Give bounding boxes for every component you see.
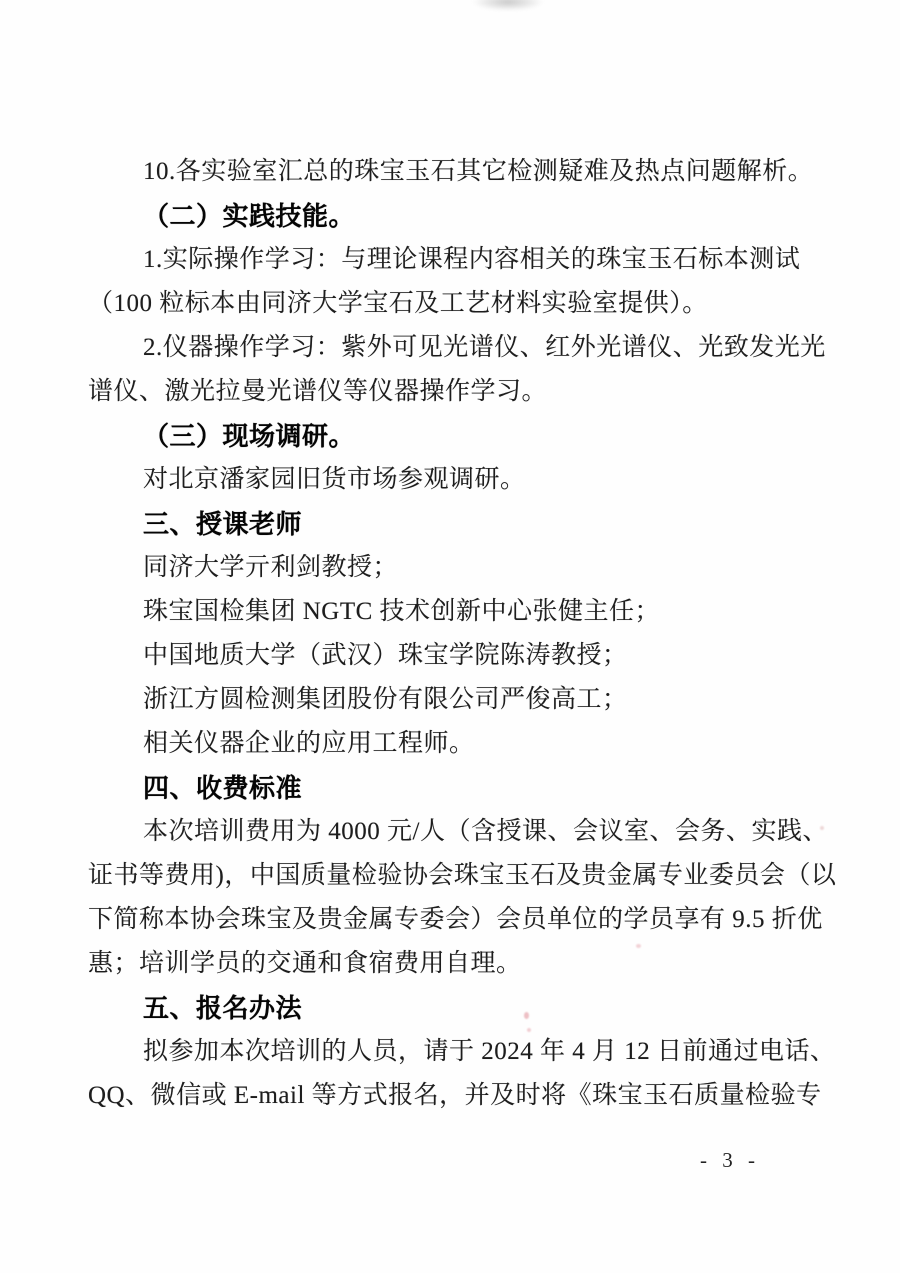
line-practical-operation-2: （100 粒标本由同济大学宝石及工艺材料实验室提供）。	[88, 290, 708, 317]
page-number: - 3 -	[700, 1148, 760, 1172]
line-instructor-ngtc: 珠宝国检集团 NGTC 技术创新中心张健主任；	[143, 598, 661, 625]
line-instrument-operation-1: 2.仪器操作学习：紫外可见光谱仪、红外光谱仪、光致发光光	[143, 334, 826, 361]
line-fees-3: 下简称本协会珠宝及贵金属专委会）会员单位的学员享有 9.5 折优	[88, 906, 823, 933]
line-instrument-operation-2: 谱仪、激光拉曼光谱仪等仪器操作学习。	[88, 378, 548, 405]
line-instructor-tongji: 同济大学亓利剑教授；	[143, 554, 399, 581]
line-field-research-detail: 对北京潘家园旧货市场参观调研。	[143, 466, 526, 493]
line-registration-1: 拟参加本次培训的人员，请于 2024 年 4 月 12 日前通过电话、	[143, 1038, 836, 1065]
line-instructor-fangyuan: 浙江方圆检测集团股份有限公司严俊高工；	[143, 686, 628, 713]
heading-fees: 四、收费标准	[143, 773, 303, 803]
heading-registration: 五、报名办法	[143, 993, 303, 1023]
heading-practical-skills: （二）实践技能。	[143, 201, 356, 231]
heading-instructors: 三、授课老师	[143, 509, 303, 539]
line-fees-1: 本次培训费用为 4000 元/人（含授课、会议室、会务、实践、	[143, 818, 828, 845]
line-registration-2: QQ、微信或 E-mail 等方式报名，并及时将《珠宝玉石质量检验专	[88, 1082, 822, 1109]
line-fees-4: 惠；培训学员的交通和食宿费用自理。	[88, 950, 522, 977]
document-body	[88, 150, 837, 1118]
scan-smudge	[472, 0, 544, 11]
line-instructor-engineers: 相关仪器企业的应用工程师。	[143, 730, 475, 757]
line-instructor-cug: 中国地质大学（武汉）珠宝学院陈涛教授；	[143, 642, 628, 669]
line-lab-summary: 10.各实验室汇总的珠宝玉石其它检测疑难及热点问题解析。	[143, 158, 814, 185]
heading-field-research: （三）现场调研。	[143, 421, 356, 451]
line-practical-operation-1: 1.实际操作学习：与理论课程内容相关的珠宝玉石标本测试	[143, 246, 801, 273]
line-fees-2: 证书等费用)，中国质量检验协会珠宝玉石及贵金属专业委员会（以	[88, 862, 837, 889]
